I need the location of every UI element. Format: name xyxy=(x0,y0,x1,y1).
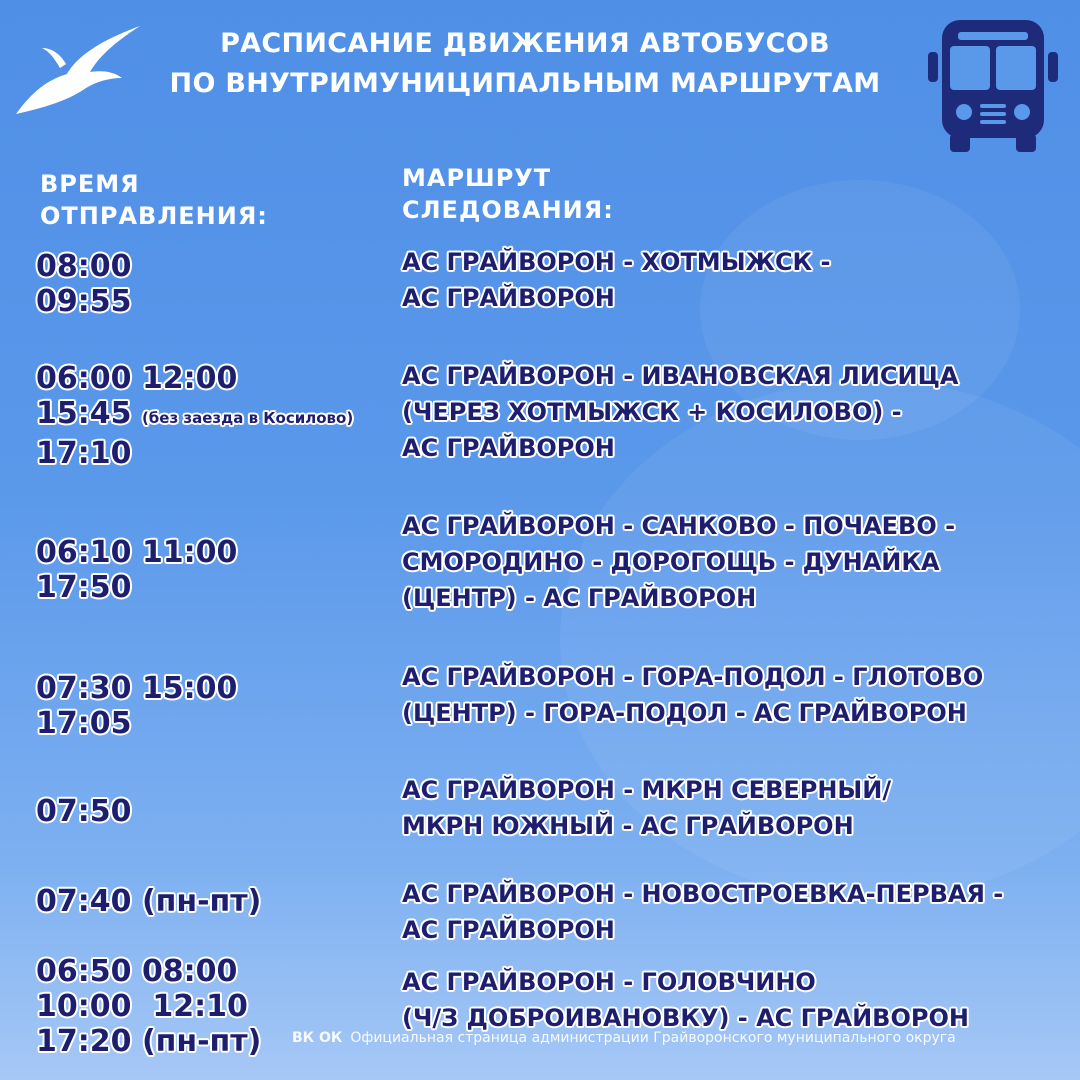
seagull-icon xyxy=(12,22,142,117)
route-line: АС ГРАЙВОРОН - ХОТМЫЖСК - xyxy=(402,248,831,276)
footer xyxy=(292,1028,956,1048)
bus-icon xyxy=(928,16,1058,154)
route-line: АС ГРАЙВОРОН - ГОРА-ПОДОЛ - ГЛОТОВО xyxy=(402,663,984,691)
time-note: (без заезда в Косилово) xyxy=(141,409,354,427)
time-entry: 17:10 xyxy=(36,436,132,471)
row-times xyxy=(36,249,132,319)
time-entry: 09:55 xyxy=(36,284,132,319)
row-route xyxy=(402,772,891,844)
route-line: АС ГРАЙВОРОН - САНКОВО - ПОЧАЕВО - xyxy=(402,512,956,540)
row-times xyxy=(36,954,261,1059)
footer-text: Официальная страница администрации Грайворонского муниципального округа xyxy=(350,1030,956,1046)
time-entry: 10:00 12:10 xyxy=(36,989,248,1024)
row-route xyxy=(402,659,983,731)
route-header-line-1: МАРШРУТ xyxy=(402,164,552,192)
route-line: СМОРОДИНО - ДОРОГОЩЬ - ДУНАЙКА xyxy=(402,548,940,576)
time-header-line-2: ОТПРАВЛЕНИЯ: xyxy=(40,202,268,230)
route-line: АС ГРАЙВОРОН - МКРН СЕВЕРНЫЙ/ xyxy=(402,776,892,804)
route-line: АС ГРАЙВОРОН xyxy=(402,916,615,944)
time-entry: 17:50 xyxy=(36,570,132,605)
row-times xyxy=(36,671,237,741)
time-header-line-1: ВРЕМЯ xyxy=(40,170,140,198)
row-route xyxy=(402,508,955,616)
row-times xyxy=(36,794,132,829)
time-entry: 07:50 xyxy=(36,794,132,829)
title-line-1: РАСПИСАНИЕ ДВИЖЕНИЯ АВТОБУСОВ xyxy=(220,28,830,59)
time-entry: 07:40 (пн-пт) xyxy=(36,884,262,919)
social-icons[interactable]: ВК ОК xyxy=(292,1030,343,1046)
route-header-line-2: СЛЕДОВАНИЯ: xyxy=(402,196,614,224)
route-line: МКРН ЮЖНЫЙ - АС ГРАЙВОРОН xyxy=(402,812,854,840)
time-entry: 06:00 12:00 xyxy=(36,361,238,396)
title-line-2: ПО ВНУТРИМУНИЦИПАЛЬНЫМ МАРШРУТАМ xyxy=(169,68,881,99)
row-times xyxy=(36,361,353,471)
page-title xyxy=(130,24,920,104)
route-line: АС ГРАЙВОРОН - НОВОСТРОЕВКА-ПЕРВАЯ - xyxy=(402,880,1004,908)
route-line: АС ГРАЙВОРОН - ГОЛОВЧИНО xyxy=(402,968,816,996)
route-line: (ЦЕНТР) - АС ГРАЙВОРОН xyxy=(402,584,757,612)
row-route xyxy=(402,244,830,316)
time-entry: 07:30 15:00 xyxy=(36,671,238,706)
row-times xyxy=(36,884,261,919)
route-line: АС ГРАЙВОРОН - ИВАНОВСКАЯ ЛИСИЦА xyxy=(402,362,959,390)
route-line: (ЧЕРЕЗ ХОТМЫЖСК + КОСИЛОВО) - xyxy=(402,398,902,426)
time-entry: 06:50 08:00 xyxy=(36,954,238,989)
route-line: (Ч/З ДОБРОИВАНОВКУ) - АС ГРАЙВОРОН xyxy=(402,1004,969,1032)
row-route xyxy=(402,358,958,466)
time-entry: 06:10 11:00 xyxy=(36,535,238,570)
time-column-header xyxy=(40,168,268,232)
route-column-header xyxy=(402,162,614,226)
row-route xyxy=(402,964,969,1036)
route-line: АС ГРАЙВОРОН xyxy=(402,434,615,462)
route-line: АС ГРАЙВОРОН xyxy=(402,284,615,312)
route-line: (ЦЕНТР) - ГОРА-ПОДОЛ - АС ГРАЙВОРОН xyxy=(402,699,967,727)
time-entry: 17:20 (пн-пт) xyxy=(36,1024,262,1059)
time-entry: 17:05 xyxy=(36,706,132,741)
row-times xyxy=(36,535,237,605)
row-route xyxy=(402,876,1003,948)
time-entry: 08:00 xyxy=(36,249,132,284)
time-entry: 15:45 xyxy=(36,396,132,431)
